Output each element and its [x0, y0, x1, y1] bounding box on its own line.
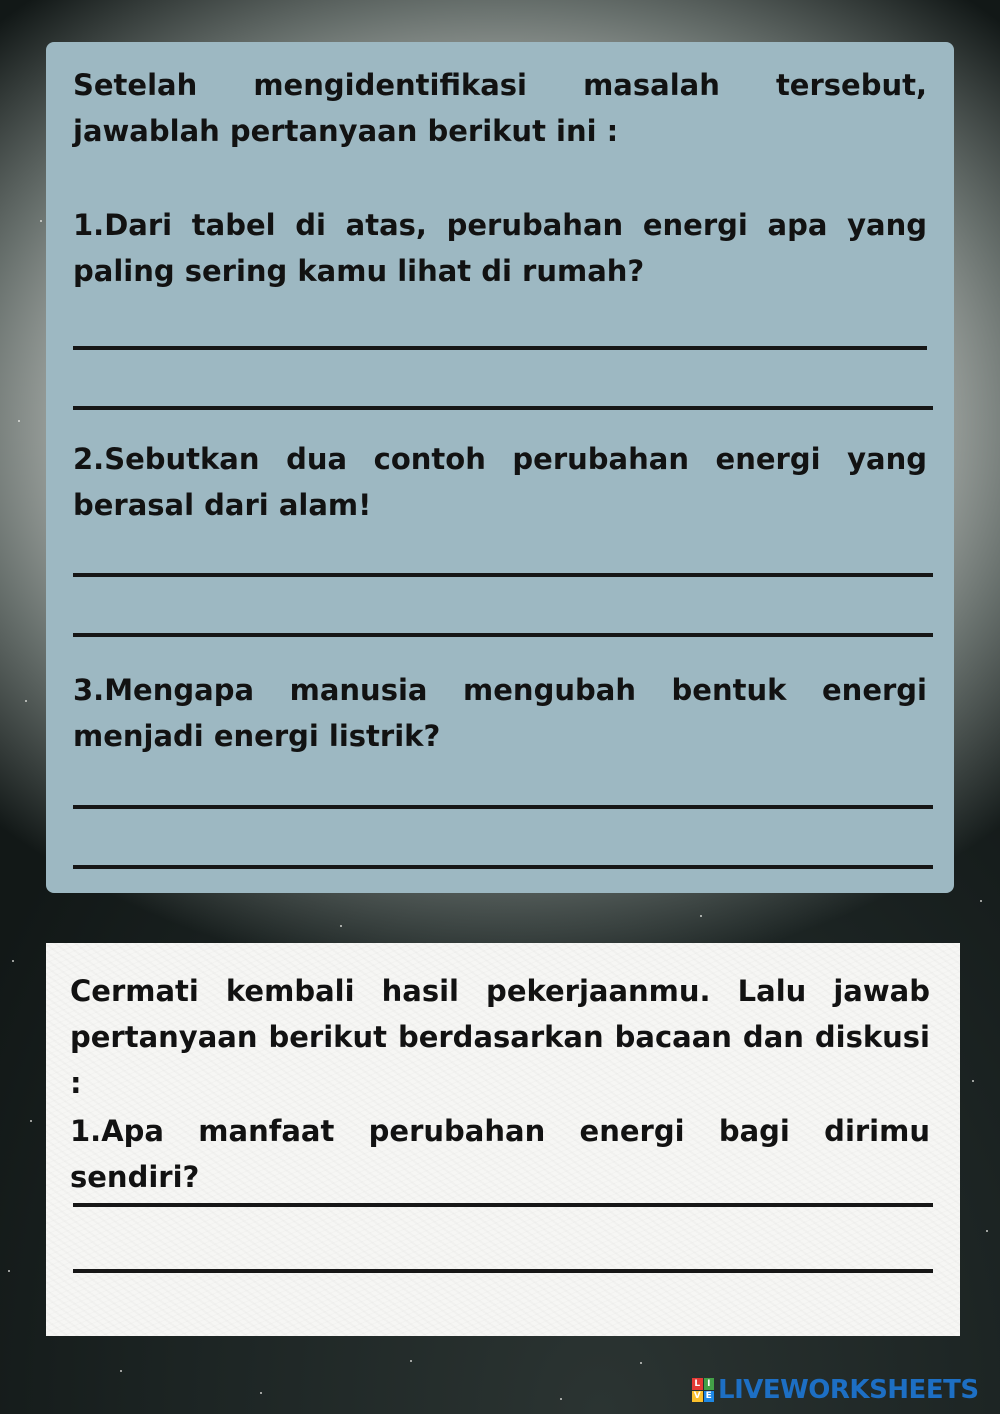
answer-line[interactable]: [73, 1203, 933, 1207]
answer-line[interactable]: [73, 573, 933, 577]
section-intro: Cermati kembali hasil pekerjaanmu. Lalu jawab pertanyaan berikut berdasarkan bacaan dan diskusi :: [70, 974, 930, 1100]
answer-line[interactable]: [73, 633, 933, 637]
question-card-identify: [46, 42, 954, 893]
answer-line[interactable]: [73, 805, 933, 809]
liveworksheets-logo-icon: [692, 1378, 714, 1402]
question-2: 2.Sebutkan dua contoh perubahan energi yang berasal dari alam!: [73, 442, 927, 522]
liveworksheets-brand[interactable]: [692, 1374, 979, 1406]
answer-line[interactable]: [73, 346, 927, 350]
answer-line[interactable]: [73, 406, 933, 410]
logo-letter: E: [704, 1391, 715, 1403]
logo-letter: V: [693, 1391, 701, 1402]
answer-line[interactable]: [73, 1269, 933, 1273]
logo-letter: L: [692, 1378, 703, 1390]
logo-letter: I: [704, 1378, 715, 1390]
section-intro: Setelah mengidentifikasi masalah tersebut, jawablah pertanyaan berikut ini :: [73, 68, 927, 148]
question-3: 3.Mengapa manusia mengubah bentuk energi menjadi energi listrik?: [73, 673, 927, 753]
brand-text: LIVEWORKSHEETS: [718, 1375, 979, 1405]
question-card-review: [46, 943, 960, 1336]
question-1: 1.Dari tabel di atas, perubahan energi apa yang paling sering kamu lihat di rumah?: [73, 208, 927, 288]
answer-line[interactable]: [73, 865, 933, 869]
question-1: 1.Apa manfaat perubahan energi bagi dirimu sendiri?: [70, 1114, 930, 1194]
